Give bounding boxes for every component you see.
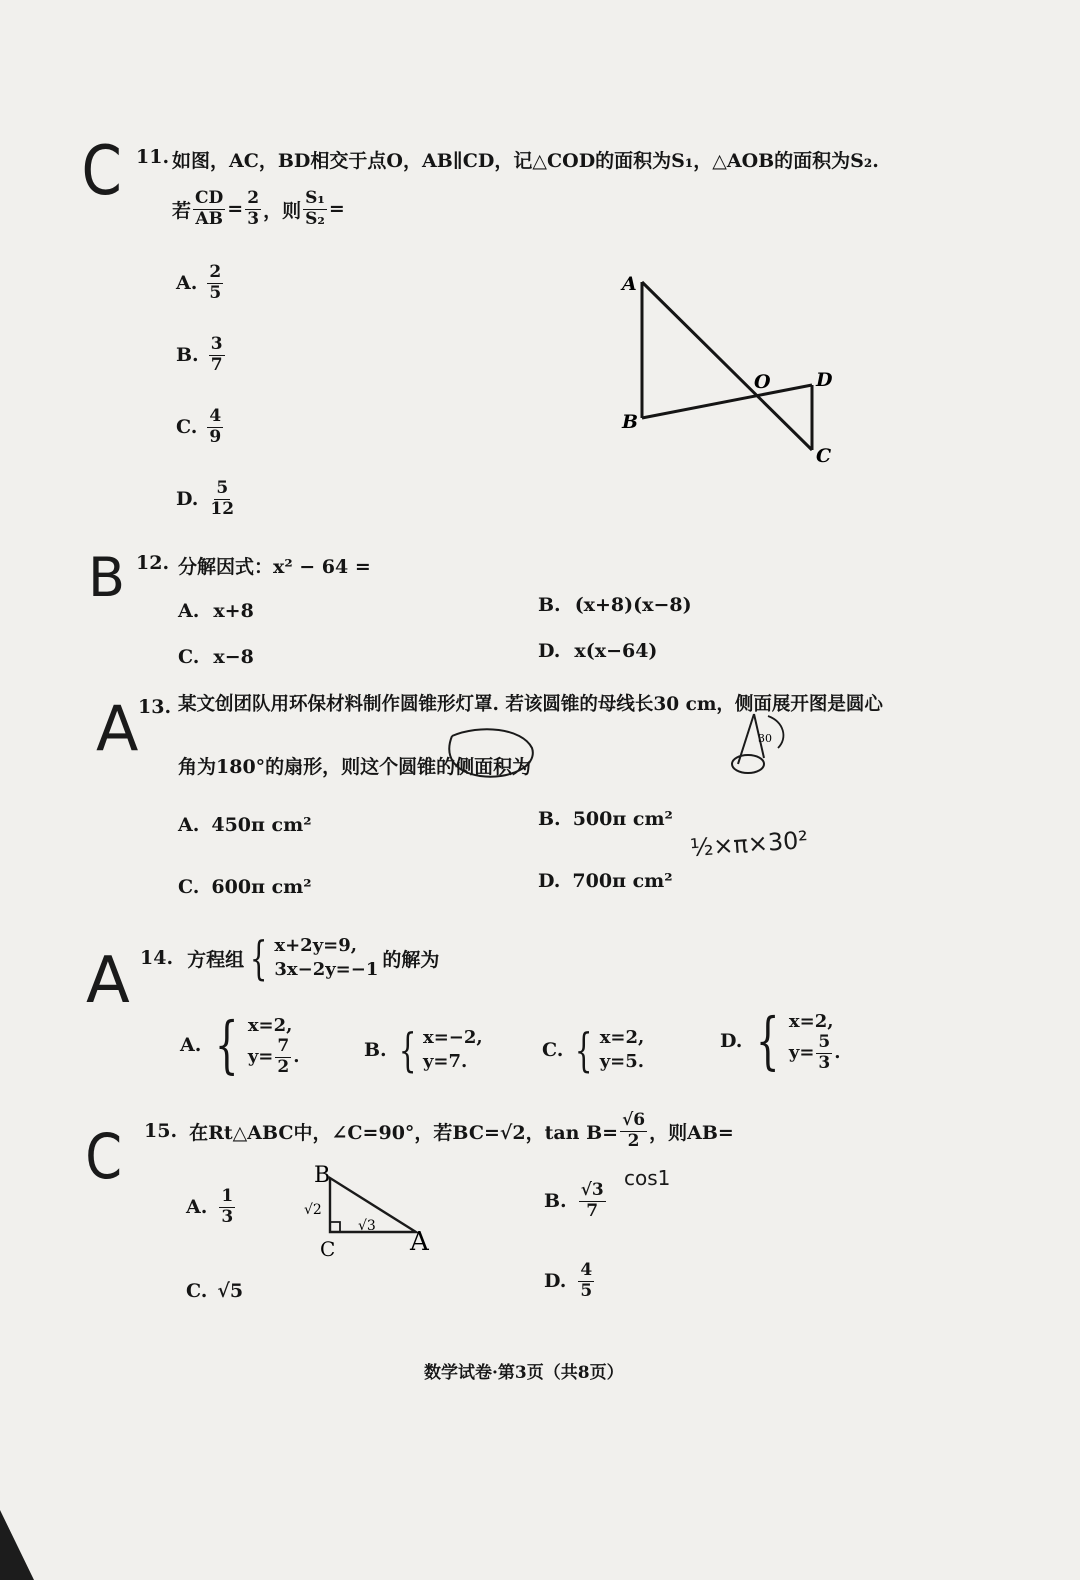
q12-option-c: C. x−8: [178, 646, 254, 668]
segment-bd: [642, 385, 812, 418]
q15-option-d: D. $\frac{4}{5}$: [544, 1260, 593, 1301]
q13-option-d: D. 700π cm²: [538, 870, 673, 892]
label-c: C: [816, 445, 832, 467]
q11-option-b: B. $\frac{3}{7}$: [176, 334, 223, 375]
q13-option-b: B. 500π cm²: [538, 808, 673, 830]
q13-handwritten-circle: [440, 722, 540, 784]
q11-cond-den: AB: [195, 208, 223, 229]
q11-option-c: C. $\frac{4}{9}$: [176, 406, 222, 447]
photo-corner-shadow: [0, 1500, 40, 1580]
q11-cond-ratio: [245, 190, 261, 229]
q15-option-c: C. √5: [186, 1280, 244, 1302]
q14-option-d: D. { x=2, y= $\frac{5}{3}$ .: [720, 1004, 841, 1078]
q11-option-a: A. $\frac{2}{5}$: [176, 262, 222, 303]
q14-option-b: B. { x=−2, y=7.: [364, 1023, 483, 1078]
q14-eq2: 3x−2y=−1: [274, 959, 379, 981]
q15-stem: [144, 1112, 734, 1151]
q11-handwritten-answer: C: [81, 132, 122, 211]
q11-ask-prefix: ，则: [263, 199, 302, 222]
q13-handwritten-cone-sketch: [718, 708, 798, 780]
q14-stem: [140, 931, 440, 986]
q11-cond-rnum: 2: [247, 188, 260, 208]
q13-number: 13.: [138, 696, 172, 718]
q11-ask-num: S₁: [305, 188, 325, 208]
q15-number: 15.: [144, 1120, 178, 1143]
label-b: B: [622, 411, 639, 433]
q15-sketch-c: C: [320, 1237, 336, 1260]
q11-figure: [600, 262, 860, 472]
q15-stem-part1: 在Rt△ABC中，∠C=90°，若BC=√2，tan B=: [189, 1121, 619, 1144]
q13-handwritten-answer: A: [96, 692, 139, 765]
q14-number: 14.: [140, 947, 174, 970]
q13-sketch-label: 30: [758, 732, 772, 745]
page-footer: 数学试卷·第3页（共8页）: [424, 1363, 624, 1383]
q12-handwritten-answer: B: [88, 546, 126, 609]
q11-number: 11.: [136, 146, 170, 168]
q11-cond-fraction: [193, 190, 225, 229]
q14-equation-system: { x+2y=9, 3x−2y=−1: [249, 931, 379, 986]
q15-sketch-bc: √2: [304, 1202, 322, 1218]
q13-handwritten-work: ½×π×30²: [689, 825, 809, 863]
q11-cond-num: CD: [195, 188, 224, 208]
q11-cond-eq: =: [227, 198, 244, 221]
q14-option-c: C. { x=2, y=5.: [542, 1023, 645, 1078]
q14-eq1: x+2y=9,: [274, 935, 358, 956]
q12-stem: 分解因式：x² − 64 =: [178, 556, 371, 578]
segment-ac: [642, 282, 812, 450]
q13-stem-line1: 某文创团队用环保材料制作圆锥形灯罩. 若该圆锥的母线长30 cm，侧面展开图是圆心: [178, 694, 883, 715]
q14-stem-suffix: 的解为: [382, 948, 440, 971]
q11-condition: [172, 190, 345, 229]
label-a: A: [622, 273, 637, 295]
q14-option-a: A. { x=2, y= $\frac{7}{2}$ .: [180, 1008, 300, 1082]
q15-sketch-b: B: [314, 1163, 331, 1188]
q11-ask-den: S₂: [305, 208, 325, 229]
q15-sketch-a: A: [410, 1227, 429, 1257]
q11-ask-fraction: [303, 190, 327, 229]
q13-stem-line2: 角为180°的扇形，则这个圆锥的侧面积为: [178, 756, 532, 778]
label-o: O: [754, 371, 771, 393]
q15-handwritten-triangle: [296, 1160, 436, 1260]
q13-option-a: A. 450π cm²: [178, 814, 312, 836]
q12-option-b: B. (x+8)(x−8): [538, 594, 692, 616]
q12-option-d: D. x(x−64): [538, 640, 658, 662]
q13-option-c: C. 600π cm²: [178, 876, 312, 898]
q15-handwritten-answer: C: [85, 1120, 123, 1193]
q11-ask-eq: =: [328, 198, 345, 221]
q14-handwritten-answer: A: [86, 944, 130, 1018]
q12-option-a: A. x+8: [178, 600, 254, 622]
q12-number: 12.: [136, 552, 170, 574]
q15-tan-fraction: $\frac{√6}{2}$: [622, 1110, 646, 1151]
q11-stem-line1: 如图，AC，BD相交于点O，AB∥CD，记△COD的面积为S₁，△AOB的面积为S₂.: [172, 150, 879, 172]
q11-cond-rden: 3: [247, 208, 260, 229]
q15-stem-part2: ，则AB=: [649, 1121, 734, 1144]
q11-stem-prefix: 若: [172, 199, 192, 222]
q15-option-a: A. $\frac{1}{3}$: [186, 1186, 234, 1227]
q15-handwritten-note: cos1: [624, 1166, 671, 1190]
q15-sketch-ca: √3: [358, 1218, 376, 1234]
q11-option-d: D. $\frac{5}{12}$: [176, 478, 235, 519]
q14-stem-prefix: 方程组: [187, 948, 245, 971]
label-d: D: [816, 369, 833, 391]
q15-option-b: B. $\frac{√3}{7}$: [544, 1180, 604, 1221]
